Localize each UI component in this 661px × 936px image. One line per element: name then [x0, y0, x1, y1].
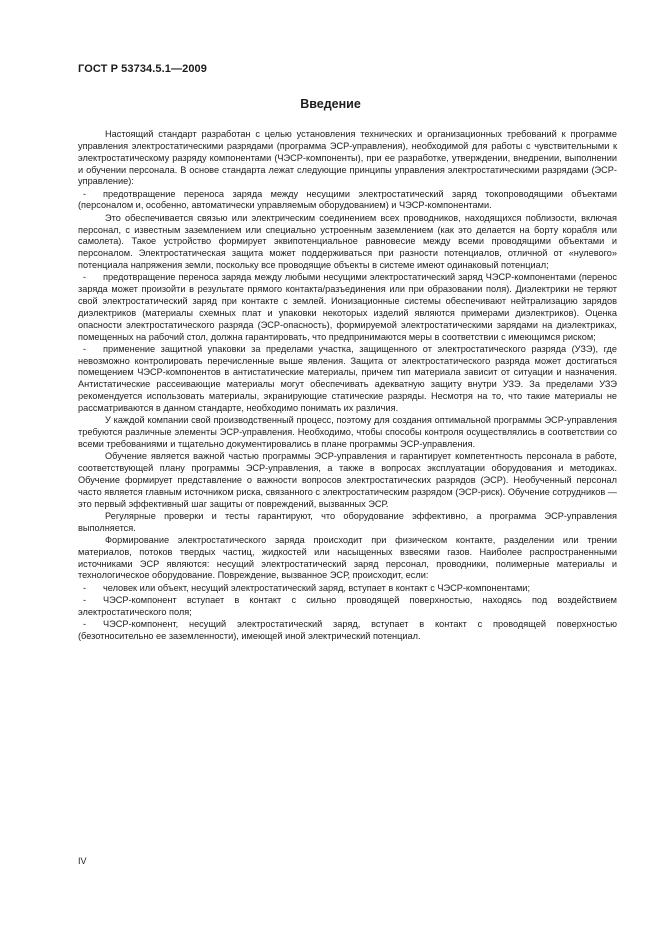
- list-item: - предотвращение переноса заряда между несущими электростатический заряд токопроводящими объектами (персоналом и, особенно, автоматически управляемым оборудованием) и ЧЭСР-компонентами.: [78, 188, 617, 211]
- dash-bullet: -: [83, 582, 87, 593]
- list-item: - человек или объект, несущий электростатический заряд, вступает в контакт с ЧЭСР-компонентами;: [83, 582, 530, 593]
- dash-bullet: -: [83, 188, 87, 199]
- dash-bullet: -: [83, 343, 87, 354]
- paragraph: Формирование электростатического заряда происходит при физическом контакте, разделении или трении материалов, потоков твердых частиц, жидкостей или насыщенных взвесями газов. Наиболее распространенными источниками ЭСР являются: несущий электростатический заряд персонал, проводники, полимерные материалы и технологическое оборудование. Повреждение, вызванное ЭСР, происходит, если:: [78, 534, 617, 581]
- dash-bullet: -: [83, 594, 87, 605]
- paragraph: Это обеспечивается связью или электрическим соединением всех проводников, находящихся поблизости, включая персонал, с известным заземлением или специально устроенным заземлением (как это делается на борту корабля или самолета). Такое устройство формирует эквипотенциальное равновесие между всеми проводящими объектами и персоналом. Электростатическая защита может поддерживаться при разности потенциалов, отличной от «нулевого» потенциала напряжения земли, поскольку все проводящие объекты в системе имеют одинаковый потенциал;: [78, 212, 617, 271]
- paragraph: Настоящий стандарт разработан с целью установления технических и организационных требований к программе управления электростатическими разрядами (программа ЭСР-управления), необходимой для работы с чувствительными к электростатическому разряду компонентами (ЧЭСР-компоненты), при ее разработке, утверждении, внедрении, выполнении и обучении персонала. В основе стандарта лежат следующие принципы управления электростатическими разрядами (ЭСР-управление):: [78, 129, 617, 187]
- dash-bullet: -: [83, 618, 87, 629]
- page-number: IV: [78, 856, 87, 866]
- paragraph: У каждой компании свой производственный процесс, поэтому для создания оптимальной программы ЭСР-управления требуются различные элементы ЭСР-управления. Необходимо, чтобы способы контроля осуществлялись в соответствии со всеми требованиями и тщательно документировались в плане программы ЭСР-управления.: [78, 415, 617, 449]
- dash-bullet: -: [83, 272, 87, 283]
- list-item: - предотвращение переноса заряда между любыми несущими электростатический заряд ЧЭСР-компонентами (перенос заряда может произойти в результате прямого контакта/разъединения или при образовании поля). Диэлектрики не теряют свой электростатический заряд при контакте с землей. Ионизационные системы обеспечивают нейтрализацию зарядов диэлектриков (материалы схемных плат и упаковки некоторых изделий являются примерами диэлектриков). Оценка опасности электростатического разряда (ЭСР-опасность), формируемой электростатическими зарядами на диэлектриках, помещенных на рабочий стол, должна гарантировать, что предпринимаются меры в соответствии с имеющимся риском;: [78, 272, 617, 342]
- list-item: - ЧЭСР-компонент вступает в контакт с сильно проводящей поверхностью, находясь под воздействием электростатического поля;: [78, 594, 617, 617]
- section-title: Введение: [300, 97, 361, 111]
- standard-designation: ГОСТ Р 53734.5.1—2009: [78, 63, 207, 75]
- list-item: - ЧЭСР-компонент, несущий электростатический заряд, вступает в контакт с проводящей поверхностью (безотносительно ее заземленности), имеющей иной электрический потенциал.: [78, 618, 617, 641]
- list-item: - применение защитной упаковки за пределами участка, защищенного от электростатического разряда (УЗЭ), где невозможно контролировать перечисленные выше явления. Защита от электростатического разряда может достигаться помещением ЧЭСР-компонентов в антистатические материалы, причем тип материала зависит от ситуации и назначения. Антистатические рассеивающие материалы могут обеспечивать адекватную защиту внутри УЗЭ. За пределами УЗЭ рекомендуется использовать материалы, экранирующие статические разряды. Несмотря на то, что такие материалы не рассматриваются в данном стандарте, необходимо понимать их различия.: [78, 343, 617, 413]
- body-text: [78, 129, 617, 643]
- paragraph: Обучение является важной частью программы ЭСР-управления и гарантирует компетентность персонала в работе, соответствующей плану программы ЭСР-управления, а также в вопросах эксплуатации оборудования и методиках. Обучение формирует представление о важности вопросов электростатических разрядов (ЭСР). Необученный персонал часто является главным источником риска, связанного с электростатическим разрядом (ЭСР-риск). Обучение сотрудников — это первый эффективный шаг защиты от повреждений, вызванных ЭСР.: [78, 451, 617, 509]
- paragraph: Регулярные проверки и тесты гарантируют, что оборудование эффективно, а программа ЭСР-управления выполняется.: [78, 510, 617, 533]
